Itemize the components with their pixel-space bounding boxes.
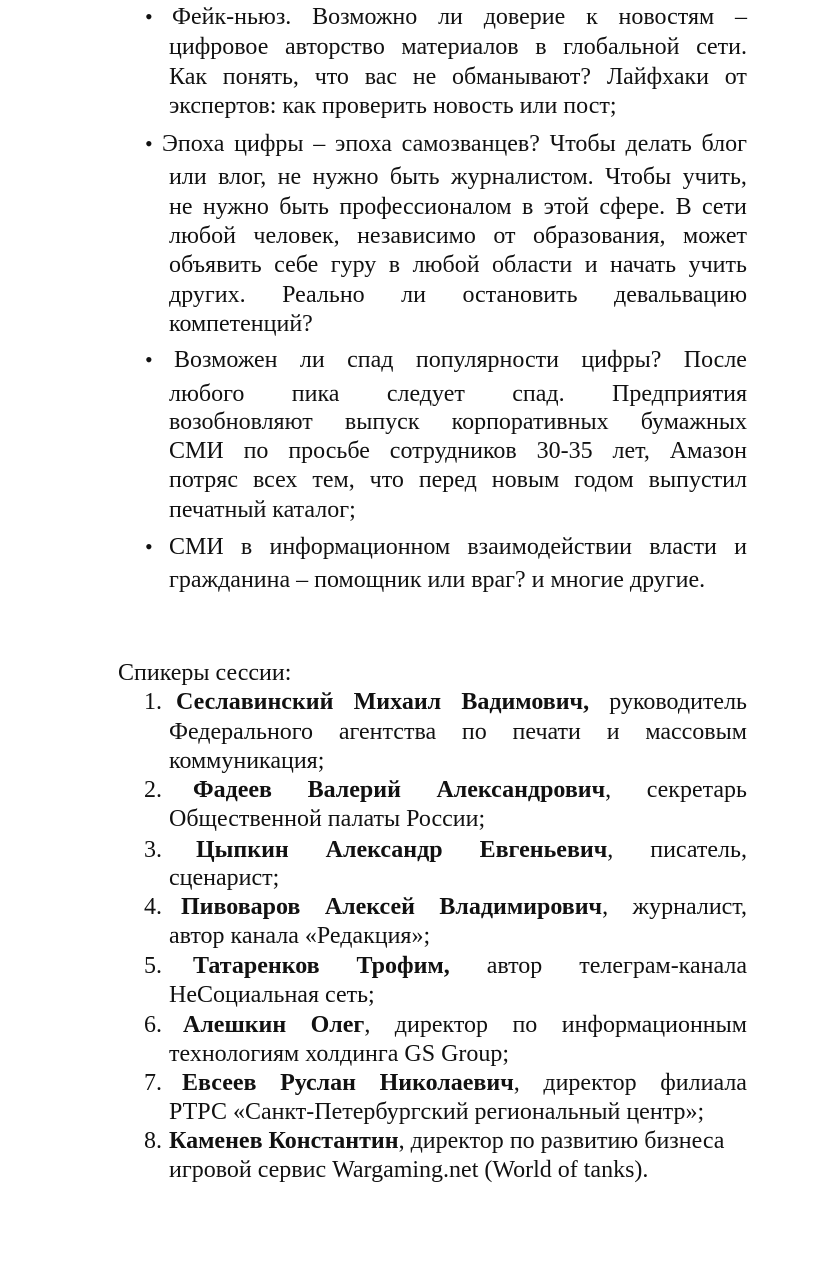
word: бумажных (640, 409, 747, 435)
word: цифры? (581, 347, 662, 373)
list-number: 2. (144, 777, 162, 803)
word: начать (610, 252, 677, 278)
word: самозванцев? (401, 131, 540, 157)
speaker-role-word: секретарь (646, 777, 747, 803)
word: ли (438, 4, 463, 30)
bullet-text-line (169, 408, 747, 436)
word: нужно (312, 164, 379, 190)
word: возобновляют (169, 409, 313, 435)
word: Лайфхаки (606, 64, 709, 90)
word: Эпоха (162, 131, 225, 157)
word: корпоративных (451, 409, 609, 435)
word: сети. (696, 34, 747, 60)
word: потряс (169, 467, 238, 493)
word: – (735, 4, 747, 30)
list-number: 4. (144, 894, 162, 920)
speaker-first-line (169, 1127, 724, 1155)
bullet-marker: • (145, 4, 153, 29)
word: человек, (253, 223, 340, 249)
word: Фейк-ньюз. (172, 4, 292, 30)
word: сфере. (599, 194, 666, 220)
bullet-text-line (174, 346, 747, 374)
word: в (521, 194, 534, 220)
speaker-role-line: игровой сервис Wargaming.net (World of tanks). (169, 1157, 649, 1183)
word: Чтобы (549, 131, 616, 157)
word: годом (574, 467, 634, 493)
speaker-role-word: директор (410, 1128, 504, 1154)
word: цифровое (169, 34, 269, 60)
word: других. (169, 282, 246, 308)
speaker-role-word: журналист, (632, 894, 747, 920)
speaker-name-word: Валерий (307, 777, 401, 803)
bullet-text-line (169, 63, 747, 91)
speaker-name-word: Александрович, (436, 777, 612, 803)
word: просьбе (288, 438, 370, 464)
speaker-role-line: технологиям холдинга GS Group; (169, 1041, 510, 1067)
word: спад (347, 347, 394, 373)
bullet-text-line (169, 193, 747, 221)
word: информационном (269, 534, 451, 560)
word: в (535, 34, 547, 60)
speaker-role-line: РТРС «Санкт-Петербургский региональный центр»; (169, 1099, 705, 1125)
word: в (388, 252, 401, 278)
speaker-name-word: Пивоваров (181, 894, 301, 920)
word: новостям (618, 4, 715, 30)
speaker-role-word: филиала (660, 1070, 747, 1096)
bullet-text-line: компетенций? (169, 311, 313, 337)
speaker-name-word: Цыпкин (196, 837, 289, 863)
word: от (724, 64, 747, 90)
speaker-first-line (181, 893, 747, 921)
bullet-text-line (169, 251, 747, 279)
speaker-name-word: Вадимович, (461, 689, 590, 715)
word: – (313, 131, 326, 157)
speaker-name-word: Михаил (353, 689, 442, 715)
word: всех (252, 467, 298, 493)
speaker-name-word: Константин, (268, 1128, 405, 1154)
word: по (461, 719, 487, 745)
word: Возможен (174, 347, 278, 373)
speaker-role-line (169, 718, 747, 746)
word: себе (274, 252, 319, 278)
word: что (369, 467, 404, 493)
speaker-name-word: Сеславинский (176, 689, 334, 715)
word: этой (543, 194, 589, 220)
word: популярности (415, 347, 559, 373)
speaker-role-line: автор канала «Редакция»; (169, 923, 431, 949)
speaker-name-word: Владимирович, (439, 894, 609, 920)
speaker-role-word: по (512, 1012, 538, 1038)
word: агентства (338, 719, 437, 745)
speaker-name-word: Николаевич, (379, 1070, 520, 1096)
word: доверие (483, 4, 566, 30)
word: что (314, 64, 349, 90)
bullet-text-line (169, 533, 747, 561)
bullet-text-line (169, 380, 747, 408)
word: в (240, 534, 253, 560)
word: остановить (462, 282, 578, 308)
speaker-first-line (182, 1069, 747, 1097)
word: ли (299, 347, 325, 373)
speaker-role-line: НеСоциальная сеть; (169, 982, 375, 1008)
speaker-name-word: Трофим, (356, 953, 450, 979)
bullet-text-line (169, 222, 747, 250)
word: Возможно (312, 4, 418, 30)
speakers-heading: Спикеры сессии: (118, 660, 292, 686)
speaker-first-line (176, 688, 747, 716)
speaker-role-line: сценарист; (169, 865, 280, 891)
word: 30-35 (536, 438, 593, 464)
word: В (675, 194, 692, 220)
word: Чтобы (605, 164, 672, 190)
bullet-text-line: печатный каталог; (169, 497, 356, 523)
speaker-name-word: Евсеев (182, 1070, 257, 1096)
word: делать (625, 131, 692, 157)
speaker-name-word: Александр (325, 837, 443, 863)
list-number: 3. (144, 837, 162, 863)
bullet-marker: • (145, 131, 153, 156)
word: учить, (682, 164, 747, 190)
speaker-role-word: по (509, 1128, 535, 1154)
word: ли (401, 282, 426, 308)
word: выпуск (344, 409, 420, 435)
speaker-first-line (193, 952, 747, 980)
speaker-role-word: информационным (561, 1012, 747, 1038)
word: лет, (612, 438, 650, 464)
word: влог, (218, 164, 267, 190)
word: любого (169, 381, 245, 407)
speaker-role-line: коммуникация; (169, 748, 325, 774)
list-number: 5. (144, 953, 162, 979)
word: и (734, 534, 747, 560)
speaker-role-word: руководитель (609, 689, 747, 715)
bullet-text-line (162, 130, 747, 158)
bullet-text-line (169, 437, 747, 465)
word: нужно (202, 194, 269, 220)
speaker-role-word: писатель, (650, 837, 747, 863)
speaker-role-word: бизнеса (644, 1128, 725, 1154)
bullet-text-line: гражданина – помощник или враг? и многие другие. (169, 567, 706, 593)
word: новым (491, 467, 560, 493)
word: перед (418, 467, 477, 493)
word: материалов (401, 34, 519, 60)
word: авторство (284, 34, 385, 60)
word: эпоха (335, 131, 392, 157)
word: не (277, 164, 302, 190)
word: журналистом. (451, 164, 594, 190)
word: взаимодействии (467, 534, 633, 560)
word: спад. (512, 381, 565, 407)
word: Реально (282, 282, 365, 308)
bullet-text-line: экспертов: как проверить новость или пост; (169, 93, 617, 119)
word: не (169, 194, 193, 220)
word: профессионалом (339, 194, 512, 220)
bullet-text-line (172, 3, 747, 31)
word: массовым (645, 719, 747, 745)
word: и (606, 719, 620, 745)
word: по (243, 438, 269, 464)
word: печати (512, 719, 581, 745)
word: гуру (330, 252, 377, 278)
word: следует (386, 381, 465, 407)
list-number: 7. (144, 1070, 162, 1096)
word: быть (279, 194, 329, 220)
bullet-text-line (169, 163, 747, 191)
list-number: 1. (144, 689, 162, 715)
word: или (169, 164, 207, 190)
speaker-role-word: директор (394, 1012, 488, 1038)
speaker-first-line (183, 1011, 747, 1039)
word: блог (701, 131, 747, 157)
word: цифры (234, 131, 304, 157)
word: тем, (312, 467, 355, 493)
word: Предприятия (612, 381, 747, 407)
word: может (683, 223, 747, 249)
speaker-first-line (193, 776, 747, 804)
word: Амазон (669, 438, 747, 464)
word: и (584, 252, 598, 278)
speaker-name-word: Алешкин (183, 1012, 287, 1038)
word: Федерального (169, 719, 314, 745)
word: сети (701, 194, 747, 220)
speaker-name-word: Олег, (310, 1012, 371, 1038)
word: от (493, 223, 516, 249)
bullet-text-line (169, 33, 747, 61)
word: быть (389, 164, 440, 190)
word: пика (291, 381, 340, 407)
word: вас (364, 64, 398, 90)
bullet-marker: • (145, 534, 153, 559)
word: СМИ (169, 534, 224, 560)
speaker-first-line (196, 836, 747, 864)
list-number: 8. (144, 1128, 162, 1154)
word: выпустил (648, 467, 747, 493)
bullet-text-line (169, 281, 747, 309)
list-number: 6. (144, 1012, 162, 1038)
bullet-marker: • (145, 347, 153, 372)
word: девальвацию (614, 282, 747, 308)
speaker-role-word: автор (486, 953, 543, 979)
word: любой (169, 223, 236, 249)
word: СМИ (169, 438, 224, 464)
speaker-name-word: Татаренков (193, 953, 320, 979)
word: Как (169, 64, 208, 90)
speaker-role-word: директор (543, 1070, 637, 1096)
speaker-name-word: Руслан (280, 1070, 356, 1096)
speaker-role-word: телеграм-канала (579, 953, 747, 979)
speaker-name-word: Фадеев (193, 777, 273, 803)
word: власти (649, 534, 717, 560)
speaker-name-word: Алексей (324, 894, 415, 920)
word: глобальной (563, 34, 680, 60)
word: не (412, 64, 437, 90)
speaker-role-word: развитию (540, 1128, 639, 1154)
speaker-role-line: Общественной палаты России; (169, 806, 486, 832)
word: независимо (357, 223, 476, 249)
word: сотрудников (389, 438, 517, 464)
word: образования, (532, 223, 666, 249)
word: области (492, 252, 573, 278)
word: учить (688, 252, 747, 278)
word: обманывают? (452, 64, 592, 90)
speaker-name-word: Евгеньевич, (479, 837, 614, 863)
word: понять, (222, 64, 299, 90)
word: После (683, 347, 747, 373)
word: к (586, 4, 598, 30)
word: объявить (169, 252, 262, 278)
bullet-text-line (169, 466, 747, 494)
word: любой (412, 252, 480, 278)
speaker-name-word: Каменев (169, 1128, 263, 1154)
